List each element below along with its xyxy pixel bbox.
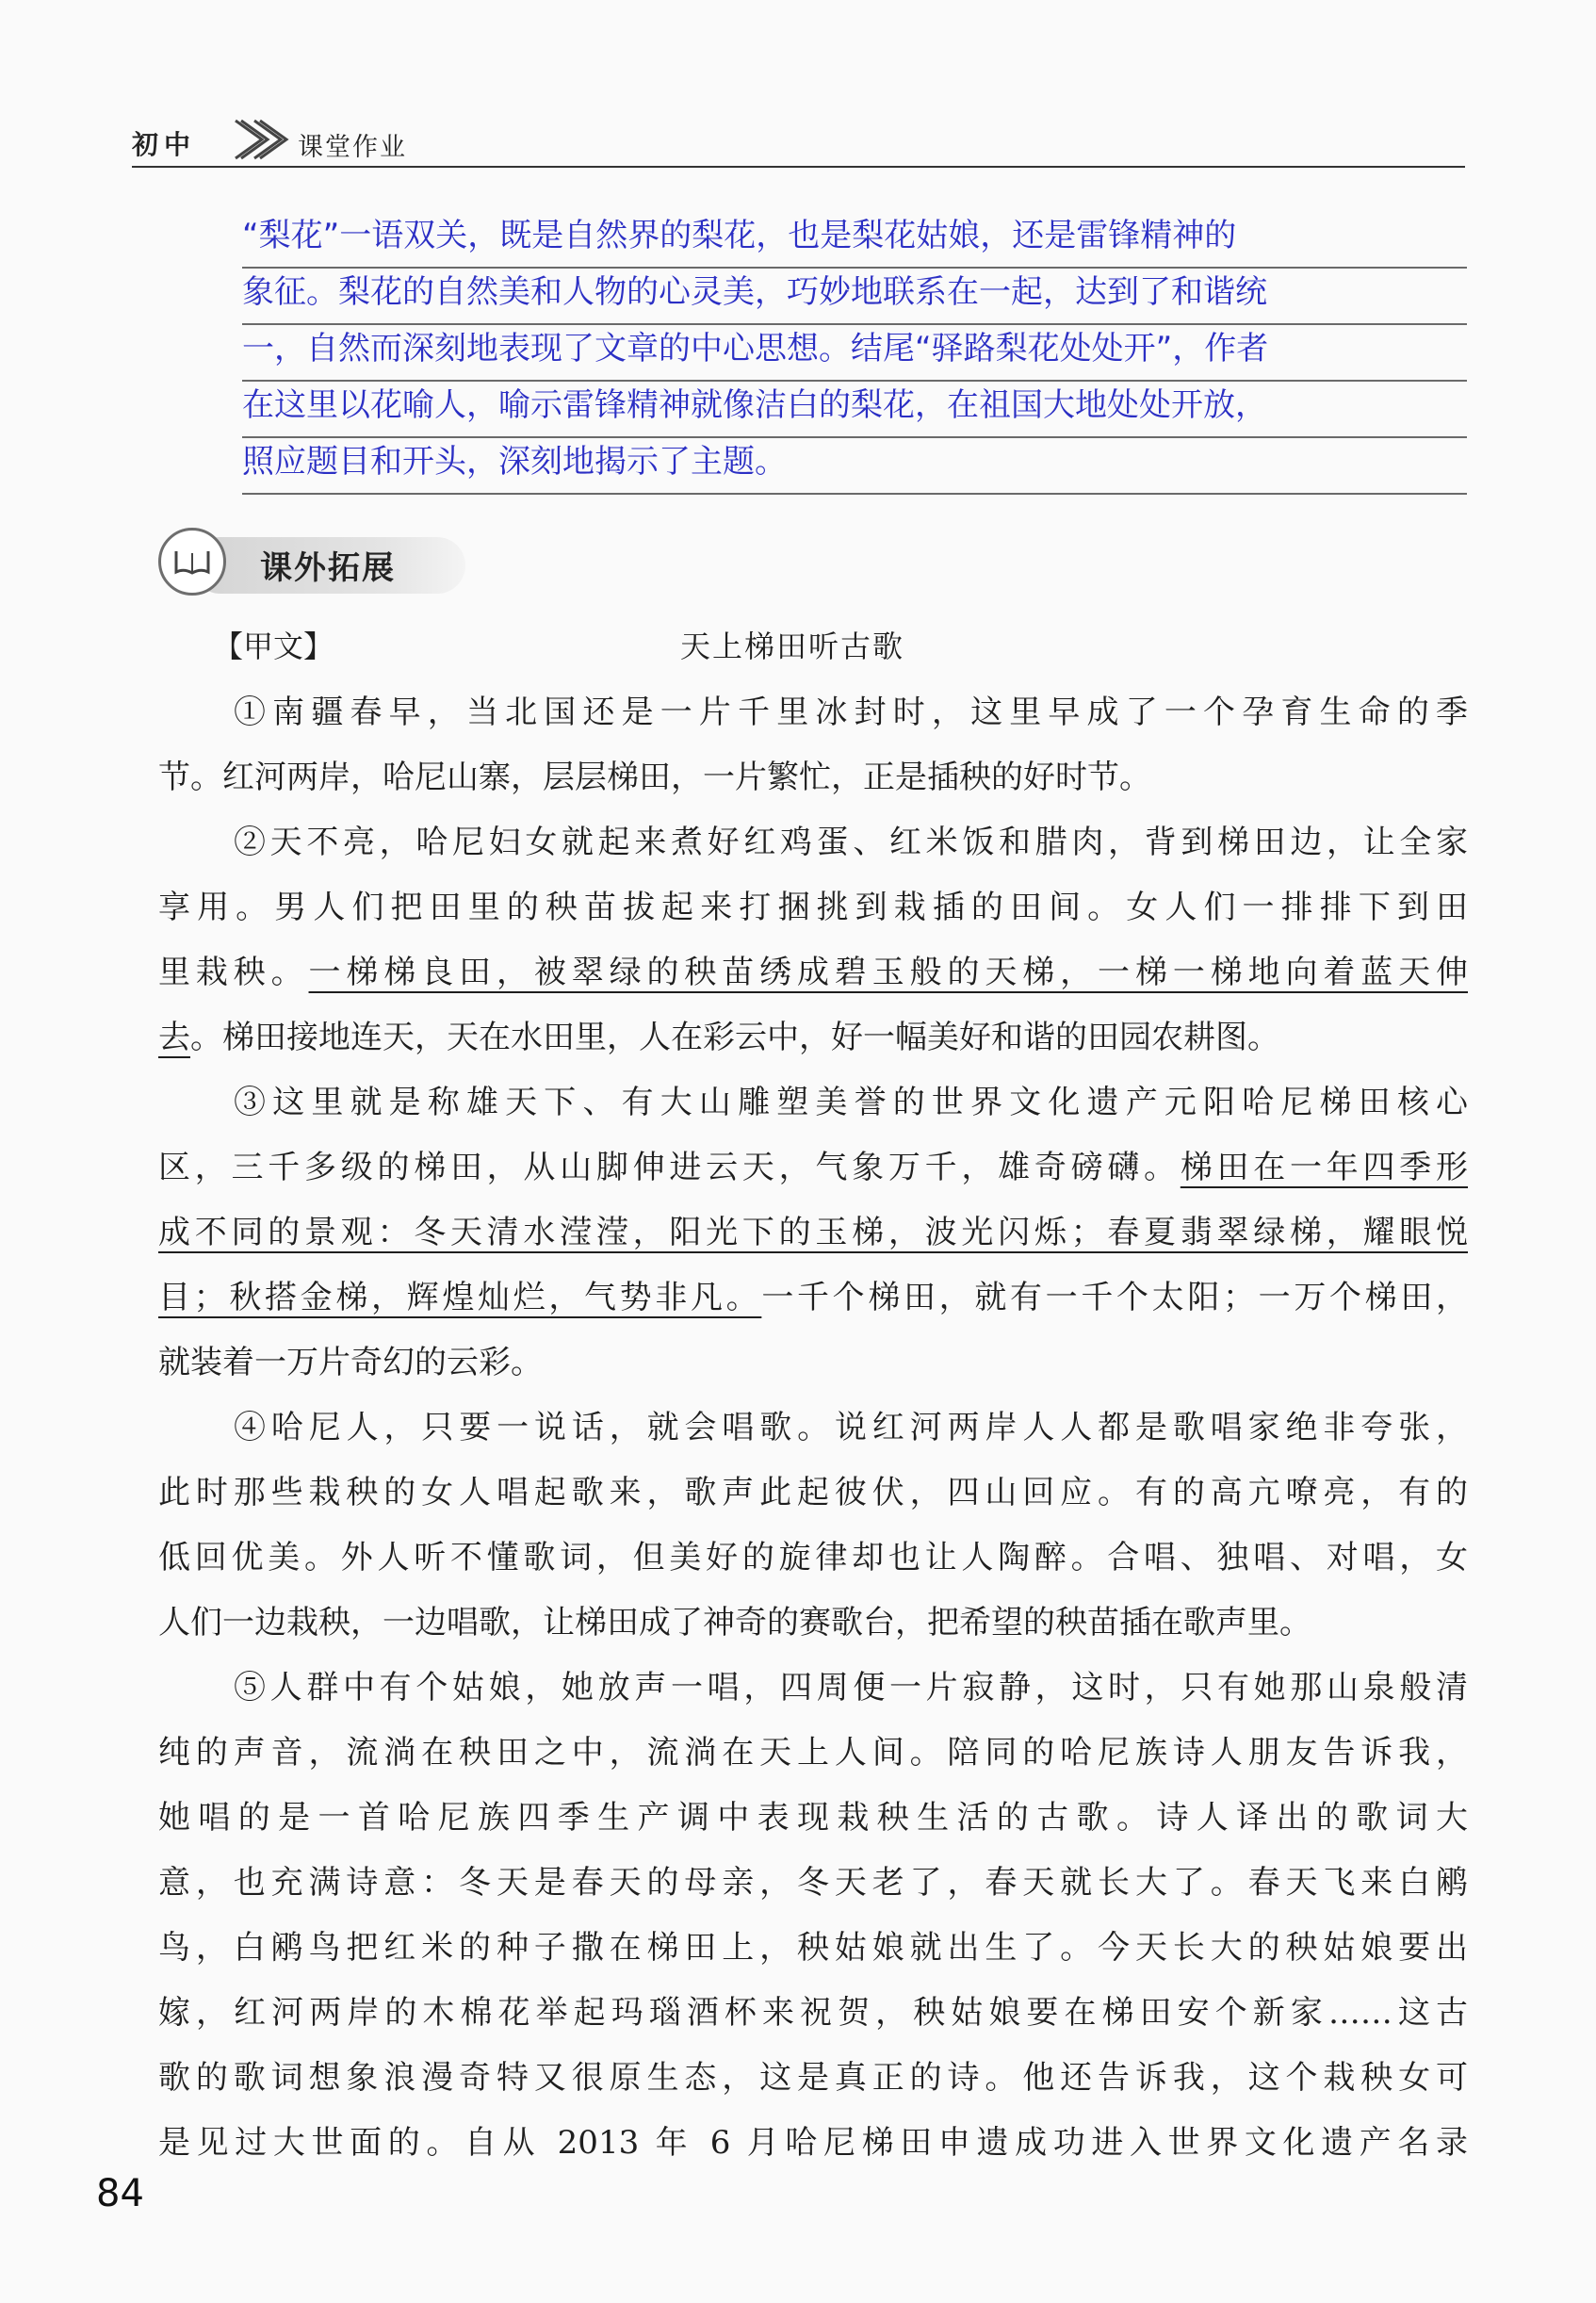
text-line: ③这里就是称雄天下、有大山雕塑美誉的世界文化遗产元阳哈尼梯田核心	[234, 1084, 1468, 1121]
section-heading	[158, 524, 469, 599]
text-span: 里栽秧。	[158, 954, 309, 991]
text-line	[158, 940, 1468, 1005]
answer-line: 在这里以花喻人，喻示雷锋精神就像洁白的梨花，在祖国大地处处开放，	[242, 382, 1467, 438]
text-line: 节。红河两岸，哈尼山寨，层层梯田，一片繁忙，正是插秧的好时节。	[158, 759, 1151, 796]
underlined-text: 梯田在一年四季形	[1180, 1149, 1469, 1186]
underlined-text: 目；秋搭金梯，辉煌灿烂，气势非凡。	[158, 1279, 762, 1316]
double-chevron-icon	[230, 111, 296, 172]
text-line: 人们一边栽秧，一边唱歌，让梯田成了神奇的赛歌台，把希望的秧苗插在歌声里。	[158, 1604, 1311, 1642]
text-line: ①南疆春早，当北国还是一片千里冰封时，这里早成了一个孕育生命的季	[234, 694, 1468, 731]
text-line: ②天不亮，哈尼妇女就起来煮好红鸡蛋、红米饭和腊肉，背到梯田边，让全家	[234, 824, 1468, 861]
section-icon-circle	[158, 528, 226, 596]
passage-body	[158, 680, 1468, 2176]
answer-line: 象征。梨花的自然美和人物的心灵美，巧妙地联系在一起，达到了和谐统	[242, 269, 1467, 325]
text-line	[158, 1135, 1468, 1200]
passage-title: 天上梯田听古歌	[680, 629, 905, 664]
text-line: 低回优美。外人听不懂歌词，但美好的旋律却也让人陶醉。合唱、独唱、对唱，女	[158, 1539, 1468, 1576]
text-line	[158, 1200, 1468, 1266]
text-line: 她唱的是一首哈尼族四季生产调中表现栽秧生活的古歌。诗人译出的歌词大	[158, 1799, 1468, 1837]
text-line: ④哈尼人，只要一说话，就会唱歌。说红河两岸人人都是歌唱家绝非夸张，	[234, 1409, 1468, 1446]
text-line: 歌的歌词想象浪漫奇特又很原生态，这是真正的诗。他还告诉我，这个栽秧女可	[158, 2059, 1468, 2097]
underlined-text: 去	[158, 1019, 190, 1056]
text-line: 鸟，白鹇鸟把红米的种子撒在梯田上，秧姑娘就出生了。今天长大的秧姑娘要出	[158, 1929, 1468, 1967]
text-span: 。梯田接地连天，天在水田里，人在彩云中，好一幅美好和谐的田园农耕图。	[190, 1019, 1279, 1056]
page-header	[132, 124, 1465, 170]
header-rule	[132, 166, 1465, 168]
text-line: 是见过大世面的。自从 2013 年 6 月哈尼梯田申遗成功进入世界文化遗产名录	[158, 2124, 1468, 2162]
passage-label: 【甲文】	[213, 629, 334, 664]
answer-line: 一，自然而深刻地表现了文章的中心思想。结尾“驿路梨花处处开”，作者	[242, 325, 1467, 382]
text-line	[158, 1005, 1468, 1070]
page-number: 84	[96, 2172, 144, 2215]
text-span: 一千个梯田，就有一千个太阳；一万个梯田，	[761, 1279, 1469, 1316]
section-title: 课外拓展	[260, 549, 396, 587]
answer-line: 照应题目和开头，深刻地揭示了主题。	[242, 438, 1467, 495]
text-line: 此时那些栽秧的女人唱起歌来，歌声此起彼伏，四山回应。有的高亢嘹亮，有的	[158, 1474, 1468, 1511]
underlined-text: 成不同的景观：冬天清水滢滢，阳光下的玉梯，波光闪烁；春夏翡翠绿梯，耀眼悦	[158, 1214, 1468, 1251]
text-line: 就装着一万片奇幻的云彩。	[158, 1344, 543, 1381]
text-line: ⑤人群中有个姑娘，她放声一唱，四周便一片寂静，这时，只有她那山泉般清	[234, 1669, 1468, 1707]
header-level: 初中	[132, 129, 197, 160]
text-line: 嫁，红河两岸的木棉花举起玛瑙酒杯来祝贺，秧姑娘要在梯田安个新家……这古	[158, 1994, 1468, 2032]
book-icon	[172, 542, 212, 581]
text-span: 区，三千多级的梯田，从山脚伸进云天，气象万千，雄奇磅礴。	[158, 1149, 1181, 1186]
text-line: 意，也充满诗意：冬天是春天的母亲，冬天老了，春天就长大了。春天飞来白鹇	[158, 1864, 1468, 1902]
header-title: 课堂作业	[298, 133, 407, 162]
answer-line: “梨花”一语双关，既是自然界的梨花，也是梨花姑娘，还是雷锋精神的	[242, 212, 1467, 269]
text-line	[158, 1266, 1468, 1331]
answer-block	[242, 212, 1467, 495]
text-line: 纯的声音，流淌在秧田之中，流淌在天上人间。陪同的哈尼族诗人朋友告诉我，	[158, 1734, 1468, 1772]
text-line: 享用。男人们把田里的秧苗拔起来打捆挑到栽插的田间。女人们一排排下到田	[158, 889, 1468, 926]
passage-heading	[213, 623, 1466, 670]
underlined-text: 一梯梯良田，被翠绿的秧苗绣成碧玉般的天梯，一梯一梯地向着蓝天伸	[308, 954, 1468, 991]
